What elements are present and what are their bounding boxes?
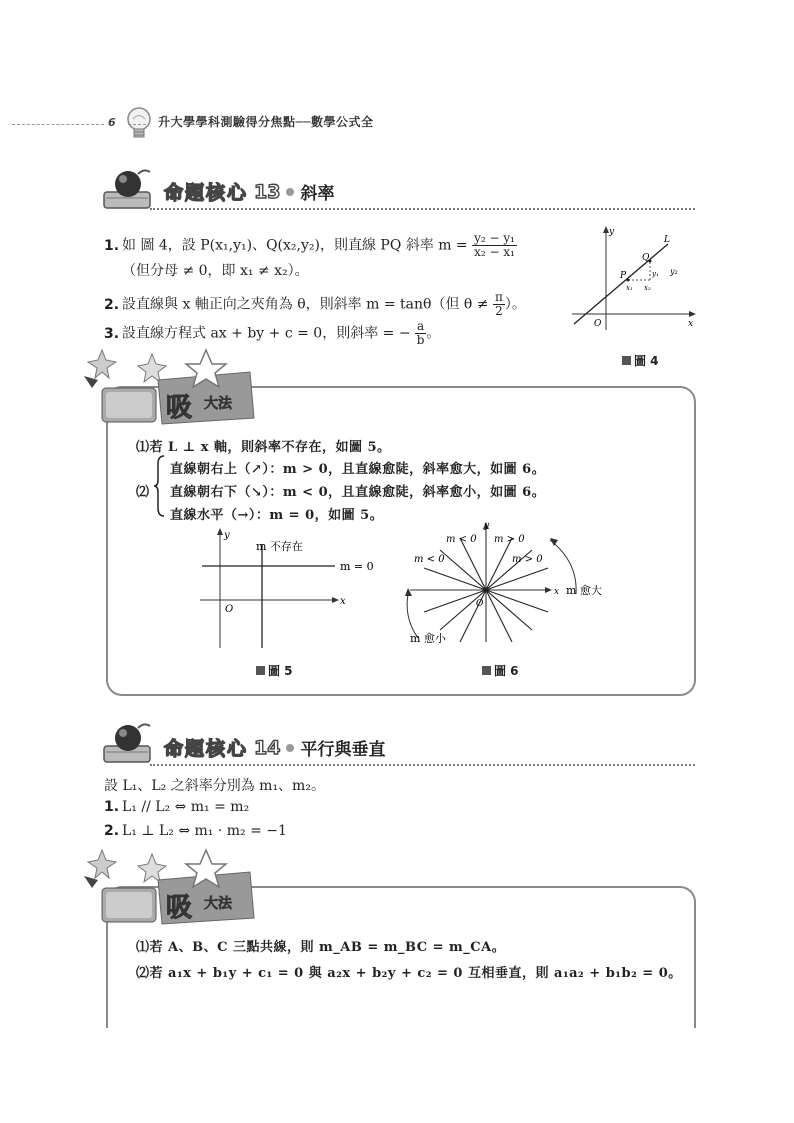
fig6-neg-left: m < 0: [414, 554, 445, 565]
tip-13-line-2b: 直線朝右下（↘）：m < 0，且直線愈陡，斜率愈小，如圖 6。: [170, 485, 546, 500]
tip-14-line-1: ⑴若 A、B、C 三點共線，則 m_AB = m_BC = m_CA。: [136, 940, 506, 955]
item-2: 2. 設直線與 x 軸正向之夾角為 θ，則斜率 m = tanθ（但 θ ≠ $\frac{\pi}{2}$ ）。: [104, 290, 526, 318]
item-14-2: 2. L₁ ⊥ L₂ ⇔ m₁ · m₂ = −1: [104, 823, 287, 839]
figure-4: [566, 222, 698, 334]
fig4-o: O: [594, 319, 602, 329]
brace: [152, 454, 166, 518]
section-14-intro: 設 L₁、L₂ 之斜率分別為 m₁、m₂。: [104, 778, 325, 794]
fig6-x: x: [554, 587, 560, 597]
fig4-x: x: [688, 319, 694, 329]
tip-13-line-2a: 直線朝右上（↗）：m > 0，且直線愈陡，斜率愈大，如圖 6。: [170, 462, 546, 477]
section-label: 命題核心: [164, 182, 249, 204]
fig4-y2: y₂: [670, 267, 678, 276]
badge-main-text: 吸: [166, 393, 193, 423]
header-rule-mid: [128, 124, 146, 125]
item-1-note: （但分母 ≠ 0，即 x₁ ≠ x₂）。: [122, 263, 309, 279]
tip-14-line-2: ⑵若 a₁x + b₁y + c₁ = 0 與 a₂x + b₂y + c₂ = 0 互相垂直，則 a₁a₂ + b₁b₂ = 0。: [136, 966, 682, 981]
fig4-l: L: [664, 235, 670, 245]
fig4-x1: x₁: [626, 284, 633, 292]
figure-5: [190, 522, 390, 652]
section-14-title: [164, 734, 385, 761]
figure-4-caption: 圖 4: [622, 352, 659, 369]
section-label: 命題核心: [164, 738, 249, 760]
figure-6-caption: 圖 6: [482, 662, 519, 679]
tips-badge-13: [78, 342, 264, 434]
item-1: 1. 如 圖 4，設 P(x₁,y₁)、Q(x₂,y₂)，則直線 PQ 斜率 m = $\frac{\text{y₂ − y₁}}{\text{x₂ − x₁}}$: [104, 231, 515, 259]
fig6-pos-right: m > 0: [512, 554, 543, 565]
fig6-pos-top: m > 0: [494, 534, 525, 545]
fig5-m-zero: m = 0: [340, 560, 374, 573]
figure-6: [400, 518, 604, 648]
section-13-rule: [150, 208, 695, 210]
badge-sub-text: 大法: [204, 896, 232, 912]
bullet-dot: [286, 188, 294, 196]
page-number: 6: [108, 116, 116, 129]
badge-main-text: 吸: [166, 893, 193, 923]
tips-badge-14: [78, 842, 264, 934]
fig6-o: O: [476, 599, 484, 609]
fig5-o: O: [225, 604, 234, 615]
fig6-neg-top: m < 0: [446, 534, 477, 545]
section-name: 斜率: [300, 184, 335, 204]
badge-sub-text: 大法: [204, 396, 232, 412]
fig6-y: y: [484, 521, 490, 531]
fig4-q: Q: [642, 253, 650, 263]
section-number: 13: [254, 180, 281, 203]
fig6-m-smaller: m 愈小: [410, 632, 446, 645]
tip-13-line-2c: 直線水平（→）：m = 0，如圖 5。: [170, 508, 384, 523]
bullet-dot: [286, 744, 294, 752]
section-13-title: [164, 178, 334, 205]
tip-13-label-2: ⑵: [136, 485, 150, 500]
fig5-y: y: [224, 530, 230, 541]
fig4-p: P: [620, 271, 627, 281]
figure-5-caption: 圖 5: [256, 662, 293, 679]
bomb-book-icon: [98, 722, 160, 768]
section-number: 14: [254, 736, 281, 759]
fig5-m-none: m 不存在: [256, 540, 303, 553]
item-3: 3. 設直線方程式 ax + by + c = 0，則斜率 = − $\frac{a}{b}$ 。: [104, 319, 441, 347]
fig5-x: x: [340, 596, 346, 607]
slope-fraction: $\frac{\text{y₂ − y₁}}{\text{x₂ − x₁}}$: [474, 231, 515, 259]
header-rule-left: [12, 124, 104, 125]
fig4-x2: x₂: [644, 284, 651, 292]
item-14-1: 1. L₁ // L₂ ⇔ m₁ = m₂: [104, 799, 250, 815]
fig6-m-bigger: m 愈大: [566, 584, 602, 597]
tip-13-line-1: ⑴若 L ⊥ x 軸，則斜率不存在，如圖 5。: [136, 440, 391, 455]
fig4-y: y: [609, 227, 615, 237]
section-name: 平行與垂直: [300, 740, 386, 760]
fig4-y1: y₁: [652, 270, 659, 278]
book-title: 升大學學科測驗得分焦點──數學公式全: [158, 115, 374, 129]
section-14-rule: [150, 764, 695, 766]
